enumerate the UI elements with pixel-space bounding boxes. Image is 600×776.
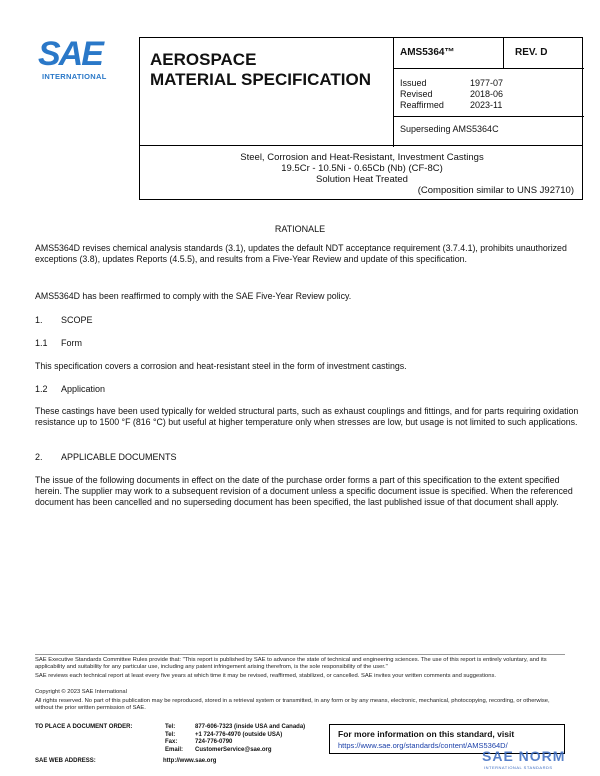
contact-values: 877-606-7323 (inside USA and Canada) +1 724-776-4970 (outside USA) 724-776-0790 CustomerService@sae.org bbox=[195, 724, 345, 754]
title-composition-note: (Composition similar to UNS J92710) bbox=[417, 185, 574, 196]
section-paragraph: The issue of the following documents in effect on the date of the purchase order forms a part of this specification to the extent specified herein. The supplier may work to a subsequent revision of a document unless a specific document issue is specified. When the referenced document has been cancelled and no superseding document has been specified, the last published issue of that document shall apply. bbox=[35, 475, 573, 507]
footer-rights: All rights reserved. No part of this publication may be reproduced, stored in a retrieval system or transmitted, in any form or by any means, electronic, mechanical, photocopying, recording, or otherwise, without the prior written permission of SAE. bbox=[35, 698, 550, 712]
more-info-text: For more information on this standard, visit bbox=[338, 729, 515, 739]
section-paragraph: This specification covers a corrosion and heat-resistant steel in the form of investment castings. bbox=[35, 361, 407, 371]
section-heading-applicable-documents: 2. APPLICABLE DOCUMENTS bbox=[35, 452, 177, 462]
email-link[interactable]: CustomerService@sae.org bbox=[195, 746, 272, 753]
title-box bbox=[139, 145, 583, 200]
sae-logo bbox=[38, 36, 122, 86]
document-type-title: AEROSPACE MATERIAL SPECIFICATION bbox=[150, 50, 371, 89]
footer-review-note: SAE reviews each technical report at least every five years at which time it may be revised, reaffirmed, stabilized, or cancelled. SAE invites your written comments and suggestions. bbox=[35, 673, 496, 679]
document-number: AMS5364™ bbox=[400, 47, 455, 58]
date-table bbox=[400, 78, 503, 111]
more-info-link[interactable]: https://www.sae.org/standards/content/AMS5364D/ bbox=[338, 741, 508, 750]
footer-disclaimer: SAE Executive Standards Committee Rules provide that: "This report is published by SAE to advance the state of technical and engineering sciences. The use of this report is entirely voluntary, and its applicability and suitability for any particular use, including any patent infringement arising therefrom, is the sole responsibility of the user." bbox=[35, 657, 547, 671]
watermark: SAE NORM bbox=[482, 748, 566, 764]
title-line: 19.5Cr - 10.5Ni - 0.65Cb (Nb) (CF-8C) bbox=[281, 163, 443, 174]
date-row: Revised 2018-06 bbox=[400, 89, 504, 99]
section-heading-application: 1.2 Application bbox=[35, 384, 106, 394]
footer-copyright: Copyright © 2023 SAE International bbox=[35, 689, 127, 695]
header-box bbox=[139, 37, 583, 146]
rationale-paragraph: AMS5364D revises chemical analysis standards (3.1), updates the default NDT acceptance requirement (3.7.4.1), prohibits unauthorized exceptions (3.8), updates Reports (4.5.5), and results from a Five-Year Review and update of this specification. bbox=[35, 243, 567, 264]
rationale-paragraph: AMS5364D has been reaffirmed to comply with the SAE Five-Year Review policy. bbox=[35, 291, 352, 301]
title-line: Solution Heat Treated bbox=[316, 174, 408, 185]
logo-brand: SAE bbox=[38, 35, 102, 73]
web-address-link[interactable]: http://www.sae.org bbox=[163, 758, 217, 764]
contact-keys: Tel: Tel: Fax: Email: bbox=[165, 724, 184, 753]
date-row: Issued 1977-07 bbox=[400, 78, 504, 88]
section-heading-scope: 1. SCOPE bbox=[35, 315, 93, 325]
section-paragraph: These castings have been used typically for welded structural parts, such as exhaust couplings and fittings, and for parts requiring oxidation resistance up to 1500 °F (816 °C) but useful at higher temperature only when stresses are low, but usage is not limited to such applications. bbox=[35, 406, 579, 427]
header-divider bbox=[393, 68, 584, 69]
logo-subtitle: INTERNATIONAL bbox=[42, 72, 107, 81]
header-divider bbox=[393, 38, 394, 147]
date-row: Reaffirmed 2023-11 bbox=[400, 100, 503, 110]
header-divider bbox=[393, 116, 584, 117]
title-line: Steel, Corrosion and Heat-Resistant, Investment Castings bbox=[240, 152, 484, 163]
revision-label: REV. D bbox=[515, 47, 548, 58]
superseding-label: Superseding AMS5364C bbox=[400, 124, 499, 134]
watermark-subtitle: INTERNATIONAL STANDARDS bbox=[484, 765, 553, 770]
order-label: TO PLACE A DOCUMENT ORDER: bbox=[35, 724, 133, 730]
footer-divider bbox=[35, 654, 565, 655]
header-divider bbox=[503, 38, 504, 68]
section-heading-form: 1.1 Form bbox=[35, 338, 82, 348]
rationale-heading: RATIONALE bbox=[274, 224, 326, 234]
web-address-label: SAE WEB ADDRESS: bbox=[35, 758, 96, 764]
